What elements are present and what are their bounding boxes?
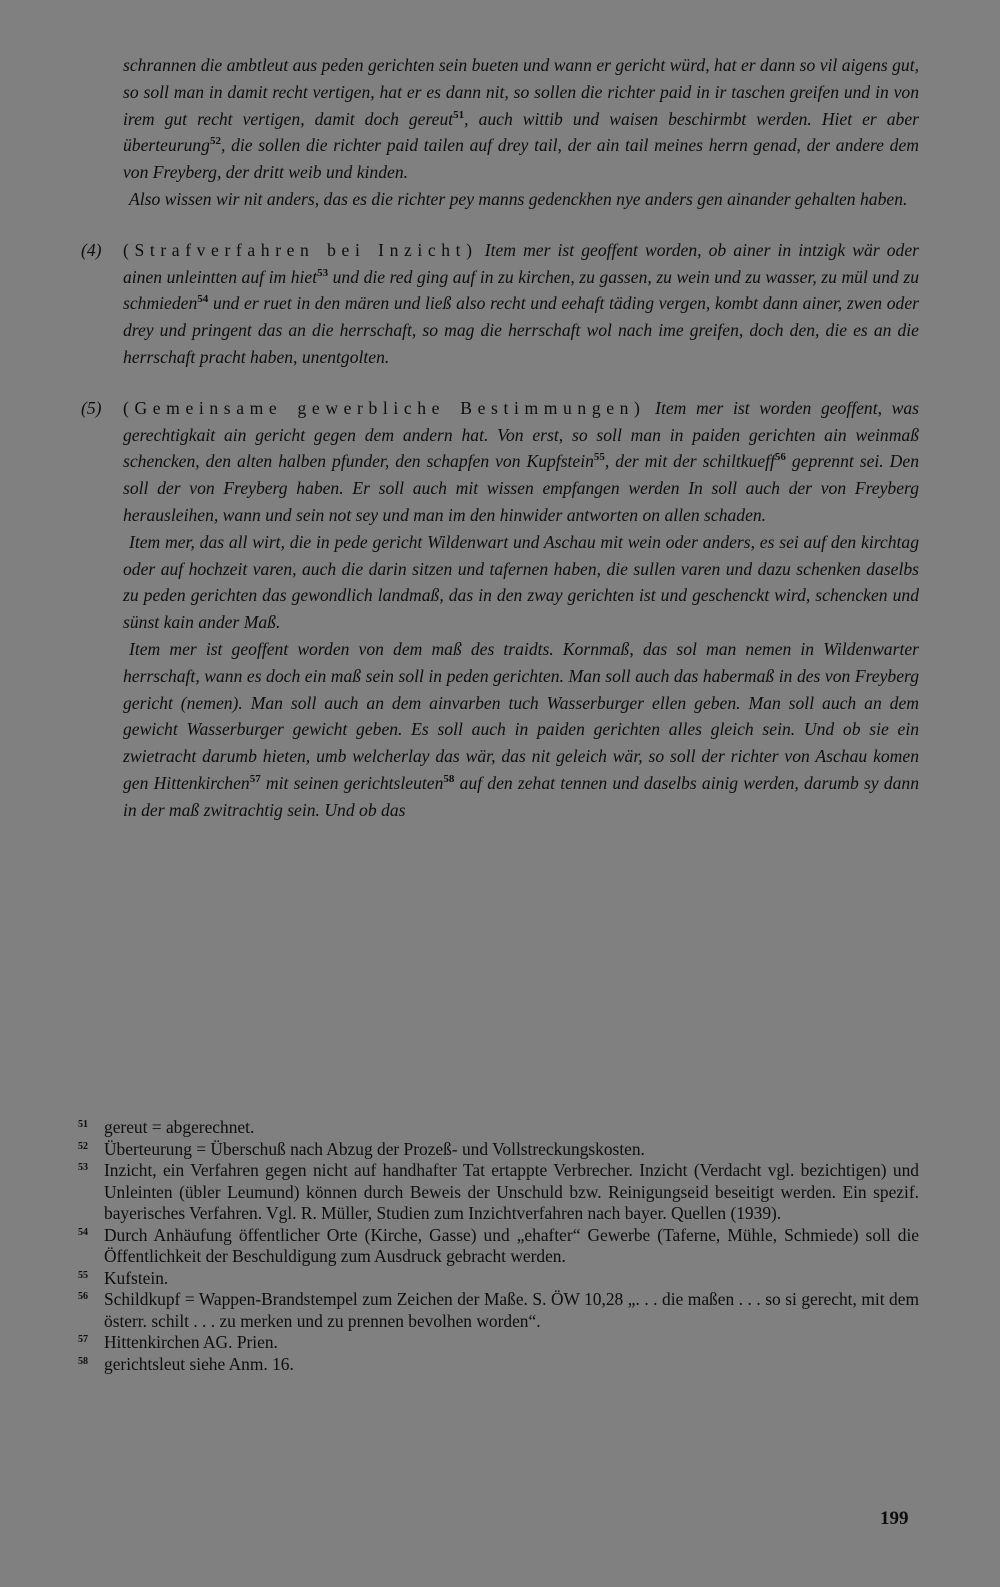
intro-paragraph	[123, 52, 919, 186]
footnote-number: 57	[78, 1334, 88, 1345]
footnotes	[78, 1117, 919, 1375]
footnote-text: gerichtsleut siehe Anm. 16.	[104, 1353, 294, 1374]
paragraph-5-heading: (Gemeinsame gewerbliche Bestimmungen)	[123, 397, 646, 418]
footnote-ref-58[interactable]: 58	[443, 773, 455, 786]
footnote-number: 51	[78, 1119, 88, 1130]
footnote-number: 56	[78, 1291, 88, 1302]
page-number: 199	[880, 1508, 909, 1529]
footnote-ref-57[interactable]: 57	[249, 773, 261, 786]
paragraph-5	[81, 395, 920, 529]
item-wirt-paragraph: Item mer, das all wirt, die in pede gericht Wildenwart und Aschau mit wein oder anders, es sei auf den kirchtag oder auf hochzeit varen, auch die darin sitzen und tafernen haben, die sullen varen und dazu schenken daselbs zu peden gerichten das gewondlich landmaß, das in den zway gerichten ist und geschenckt wird, schencken und sünst kain ander Maß.	[123, 531, 919, 633]
footnote-text: Überteurung = Überschuß nach Abzug der Prozeß- und Vollstreckungskosten.	[104, 1138, 645, 1159]
footnote-55	[78, 1268, 919, 1290]
main-text	[81, 52, 920, 824]
footnote-ref-55[interactable]: 55	[593, 451, 605, 464]
footnote-number: 55	[78, 1269, 88, 1281]
item-mass-text-3: auf den zehat tennen und daselbs ainig werden, darumb sy dann in der maß zwitrachtig sein. Und ob das	[123, 772, 919, 820]
paragraph-4-text-2: und die red ging auf in zu kirchen, zu gassen, zu wein und zu wasser, zu mül und zu schmieden	[123, 266, 919, 314]
footnote-text: Hittenkirchen AG. Prien.	[104, 1332, 278, 1352]
footnote-57	[78, 1332, 919, 1354]
paragraph-5-text-1: Item mer ist worden geoffent, was gerechtigkait ain gericht gegen dem andern hat. Von erst, so soll man in paiden gerichten ain weinmaß schencken, den alten halben pfunder, den schapfen von Kupfstein	[123, 397, 920, 472]
footnote-ref-51[interactable]: 51	[453, 108, 465, 121]
footnote-53	[78, 1160, 919, 1225]
footnote-ref-56[interactable]: 56	[774, 451, 786, 464]
item-mass-text-1: Item mer ist geoffent worden von dem maß des traidts. Kornmaß, das sol man nemen in Wildenwarter herrschaft, wann es doch ein maß sein soll in peden gerichten. Man soll auch das habermaß in des von Freyberg gericht (nemen). Man soll auch an dem ainvarben tuch Wasserburger ellen geben. Man soll auch an dem gewicht Wasserburger gewicht geben. Es soll auch in paiden gerichten alles gleich sein. Und ob sie ein zwietracht darumb hieten, umb welcherlay das wär, das nit geleich wär, so soll der richter von Aschau komen gen Hittenkirchen	[123, 638, 919, 793]
item-mass-text-2: mit seinen gerichtsleuten	[260, 772, 444, 793]
intro-text-2: , auch wittib und waisen beschirmbt werden. Hiet er aber überteurung	[123, 108, 920, 156]
footnote-54	[78, 1225, 919, 1268]
item-mass-paragraph	[123, 636, 919, 824]
footnote-56	[78, 1289, 919, 1332]
footnote-ref-52[interactable]: 52	[209, 135, 221, 148]
paragraph-number-4: (4)	[81, 239, 102, 260]
footnote-52	[78, 1139, 919, 1161]
footnote-number: 54	[78, 1226, 88, 1238]
paragraph-5-text-2: , der mit der schiltkueff	[604, 451, 775, 472]
paragraph-4-text-3: und er ruet in den mären und ließ also recht und eehaft täding vergen, kombt dann ainer, zwen oder drey und pringent das an die herrschaft, so mag die herrschaft wol nach ime greifen, doch den, die es an die herrschaft pracht haben, unentgolten.	[123, 293, 919, 367]
footnote-58	[78, 1354, 919, 1376]
footnote-ref-54[interactable]: 54	[197, 293, 209, 306]
paragraph-5-text-3: geprennt sei. Den soll der von Freyberg haben. Er soll auch mit wissen empfangen werden In soll auch der von Freyberg herausleihen, wann und sein not sey und man im den hinwider antworten on allen schaden.	[123, 451, 919, 525]
intro-text-1: schrannen die ambtleut aus peden gerichten sein bueten und wann er gericht würd, hat er dann so vil aigens gut, so soll man in damit recht vertigen, hat er es dann nit, so sollen die richter paid in ir taschen greifen und in von irem gut recht vertigen, damit doch gereut	[123, 55, 919, 129]
intro-text-3: , die sollen die richter paid tailen auf drey tail, der ain tail meines herrn genad, der andere dem von Freyberg, der dritt weib und kinden.	[123, 135, 919, 183]
footnote-ref-53[interactable]: 53	[317, 266, 329, 279]
paragraph-4	[81, 237, 920, 371]
also-paragraph: Also wissen wir nit anders, das es die richter pey manns gedenckhen nye anders gen ainander gehalten haben.	[129, 188, 908, 209]
paragraph-4-text-1: Item mer ist geoffent worden, ob ainer in intzigk wär oder ainen unleintten auf im hiet	[123, 239, 920, 287]
footnote-text: Inzicht, ein Verfahren gegen nicht auf handhafter Tat ertappte Verbrecher. Inzicht (Verdacht vgl. bezichtigen) und Unleinten (übler Leumund) können durch Beweis der Unschuld bzw. Reinigungseid beseitigt werden. Ein spezif. bayerisches Verfahren. Vgl. R. Müller, Studien zum Inzichtverfahren nach bayer. Quellen (1939).	[104, 1160, 919, 1223]
footnote-number: 53	[78, 1162, 88, 1173]
footnote-text: Durch Anhäufung öffentlicher Orte (Kirche, Gasse) und „ehafter“ Gewerbe (Taferne, Mühle, Schmiede) soll die Öffentlichkeit der Beschuldigung zum Ausdruck gebracht werden.	[104, 1224, 919, 1266]
footnote-number: 52	[78, 1140, 88, 1152]
footnote-51	[78, 1117, 919, 1139]
footnote-text: gereut = abgerechnet.	[104, 1117, 255, 1137]
paragraph-number-5: (5)	[81, 397, 102, 418]
footnote-text: Schildkupf = Wappen-Brandstempel zum Zeichen der Maße. S. ÖW 10,28 „. . . die maßen . . . so si gerecht, mit dem österr. schilt . . . zu merken und zu prennen bevolhen worden“.	[104, 1289, 919, 1331]
footnote-number: 58	[78, 1355, 88, 1367]
footnote-text: Kufstein.	[104, 1267, 169, 1288]
paragraph-4-heading: (Strafverfahren bei Inzicht)	[123, 239, 478, 260]
